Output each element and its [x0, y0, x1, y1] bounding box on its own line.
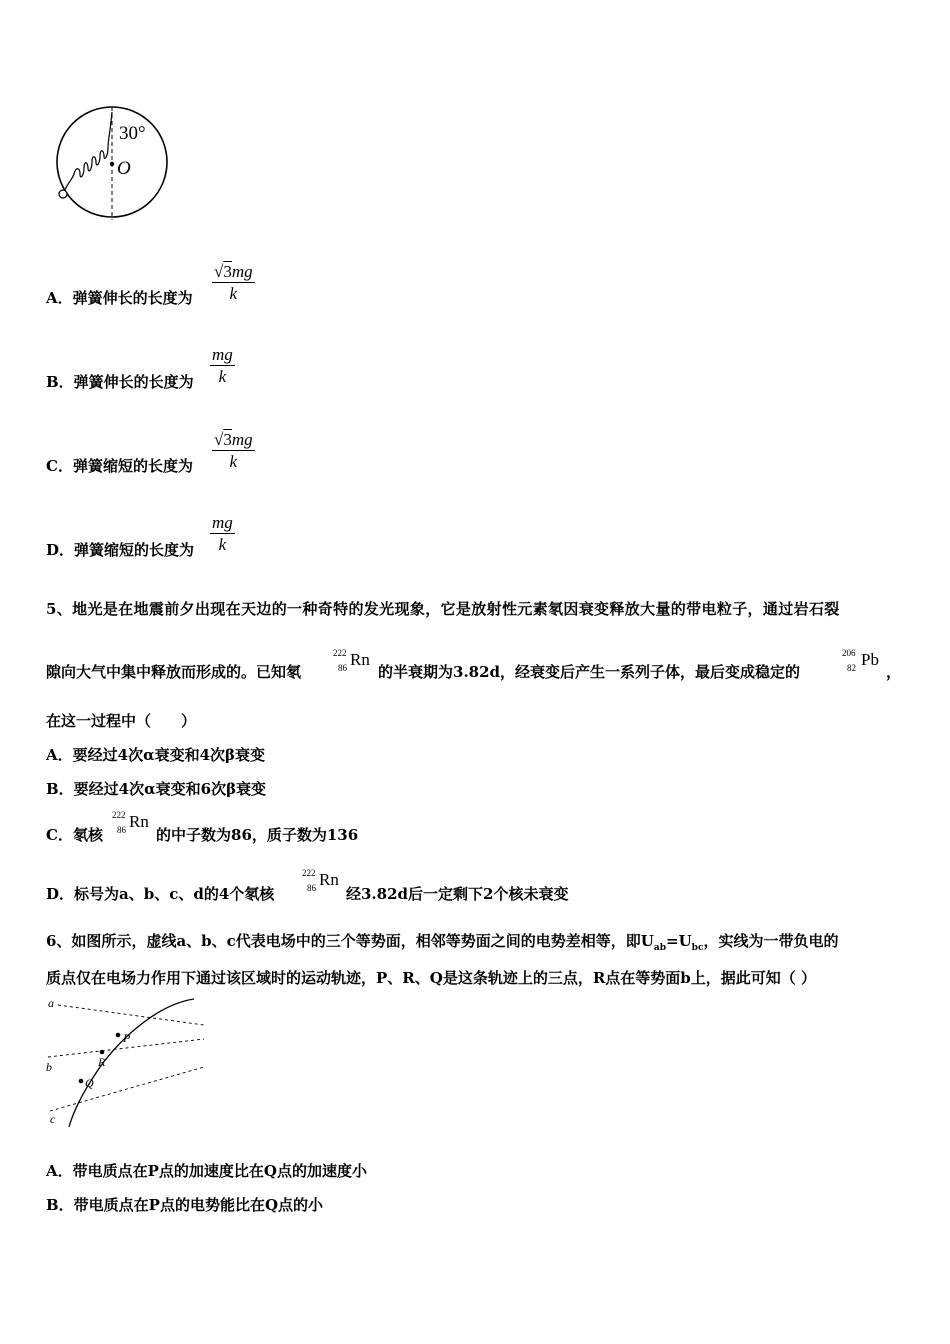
label-r: R	[98, 1055, 106, 1069]
nuclide-rn-1: 222 86 Rn	[333, 648, 370, 673]
q5-option-a: A．要经过4次α衰变和4次β衰变	[46, 746, 266, 764]
equipotential-c	[50, 1067, 204, 1111]
trajectory	[69, 999, 194, 1127]
center-label: O	[117, 158, 131, 179]
point-r	[100, 1050, 105, 1055]
q5-line1: 5、地光是在地震前夕出现在天边的一种奇特的发光现象，它是放射性元素氡因衰变释放大量的带电粒子，通过岩石裂	[46, 600, 840, 618]
q5-line2c: ，	[886, 663, 902, 681]
point-q	[79, 1079, 84, 1084]
fraction-d: $\frac{mg}{k}$	[212, 513, 233, 554]
q5-option-c-a: C．氡核	[46, 826, 103, 844]
option-c: C．弹簧缩短的长度为	[46, 457, 193, 475]
angle-label: 30°	[119, 123, 146, 144]
q5-line2b: 的半衰期为3.82d，经衰变后产生一系列子体，最后变成稳定的	[378, 663, 801, 681]
label-q: Q	[85, 1076, 94, 1090]
spring-circle-figure	[50, 104, 175, 224]
q6-line1: 6、如图所示，虚线a、b、c代表电场中的三个等势面，相邻等势面之间的电势差相等，即$U_{ab}=U_{bc}$，实线为一带负电的	[46, 932, 839, 953]
q6-option-b: B．带电质点在P点的电势能比在Q点的小	[46, 1196, 324, 1214]
q5-option-b: B．要经过4次α衰变和6次β衰变	[46, 780, 267, 798]
q5-option-c-b: 的中子数为86，质子数为136	[156, 826, 359, 844]
fraction-c: $\frac{√3mg}{k}$	[214, 430, 253, 471]
q5-option-d-a: D．标号为a、b、c、d的4个氡核	[46, 885, 275, 903]
equipotential-a	[58, 1005, 204, 1025]
nuclide-rn-3: 222 86 Rn	[302, 868, 339, 893]
q5-line3: 在这一过程中（ ）	[46, 712, 197, 730]
option-d: D．弹簧缩短的长度为	[46, 541, 195, 559]
label-p: P	[123, 1031, 131, 1045]
q6-line2: 质点仅在电场力作用下通过该区域时的运动轨迹，P、R、Q是这条轨迹上的三点，R点在等势面b上，据此可知（ ）	[46, 969, 816, 987]
equipotential-figure	[44, 995, 209, 1130]
ball	[59, 190, 67, 198]
label-b: b	[46, 1060, 52, 1074]
q5-option-d-b: 经3.82d后一定剩下2个核未衰变	[346, 885, 569, 903]
label-c: c	[50, 1112, 56, 1126]
fraction-b: $\frac{mg}{k}$	[212, 345, 233, 386]
option-a: A．弹簧伸长的长度为	[46, 289, 193, 307]
point-p	[116, 1033, 121, 1038]
nuclide-pb: 206 82 Pb	[842, 648, 879, 673]
fraction-a: $\frac{√3mg}{k}$	[214, 262, 253, 303]
q5-line2a: 隙向大气中集中释放而形成的。已知氡	[46, 663, 302, 681]
option-b: B．弹簧伸长的长度为	[46, 373, 194, 391]
nuclide-rn-2: 222 86 Rn	[112, 810, 149, 835]
label-a: a	[48, 996, 54, 1010]
center-point	[110, 162, 114, 166]
q6-option-a: A．带电质点在P点的加速度比在Q点的加速度小	[46, 1162, 367, 1180]
